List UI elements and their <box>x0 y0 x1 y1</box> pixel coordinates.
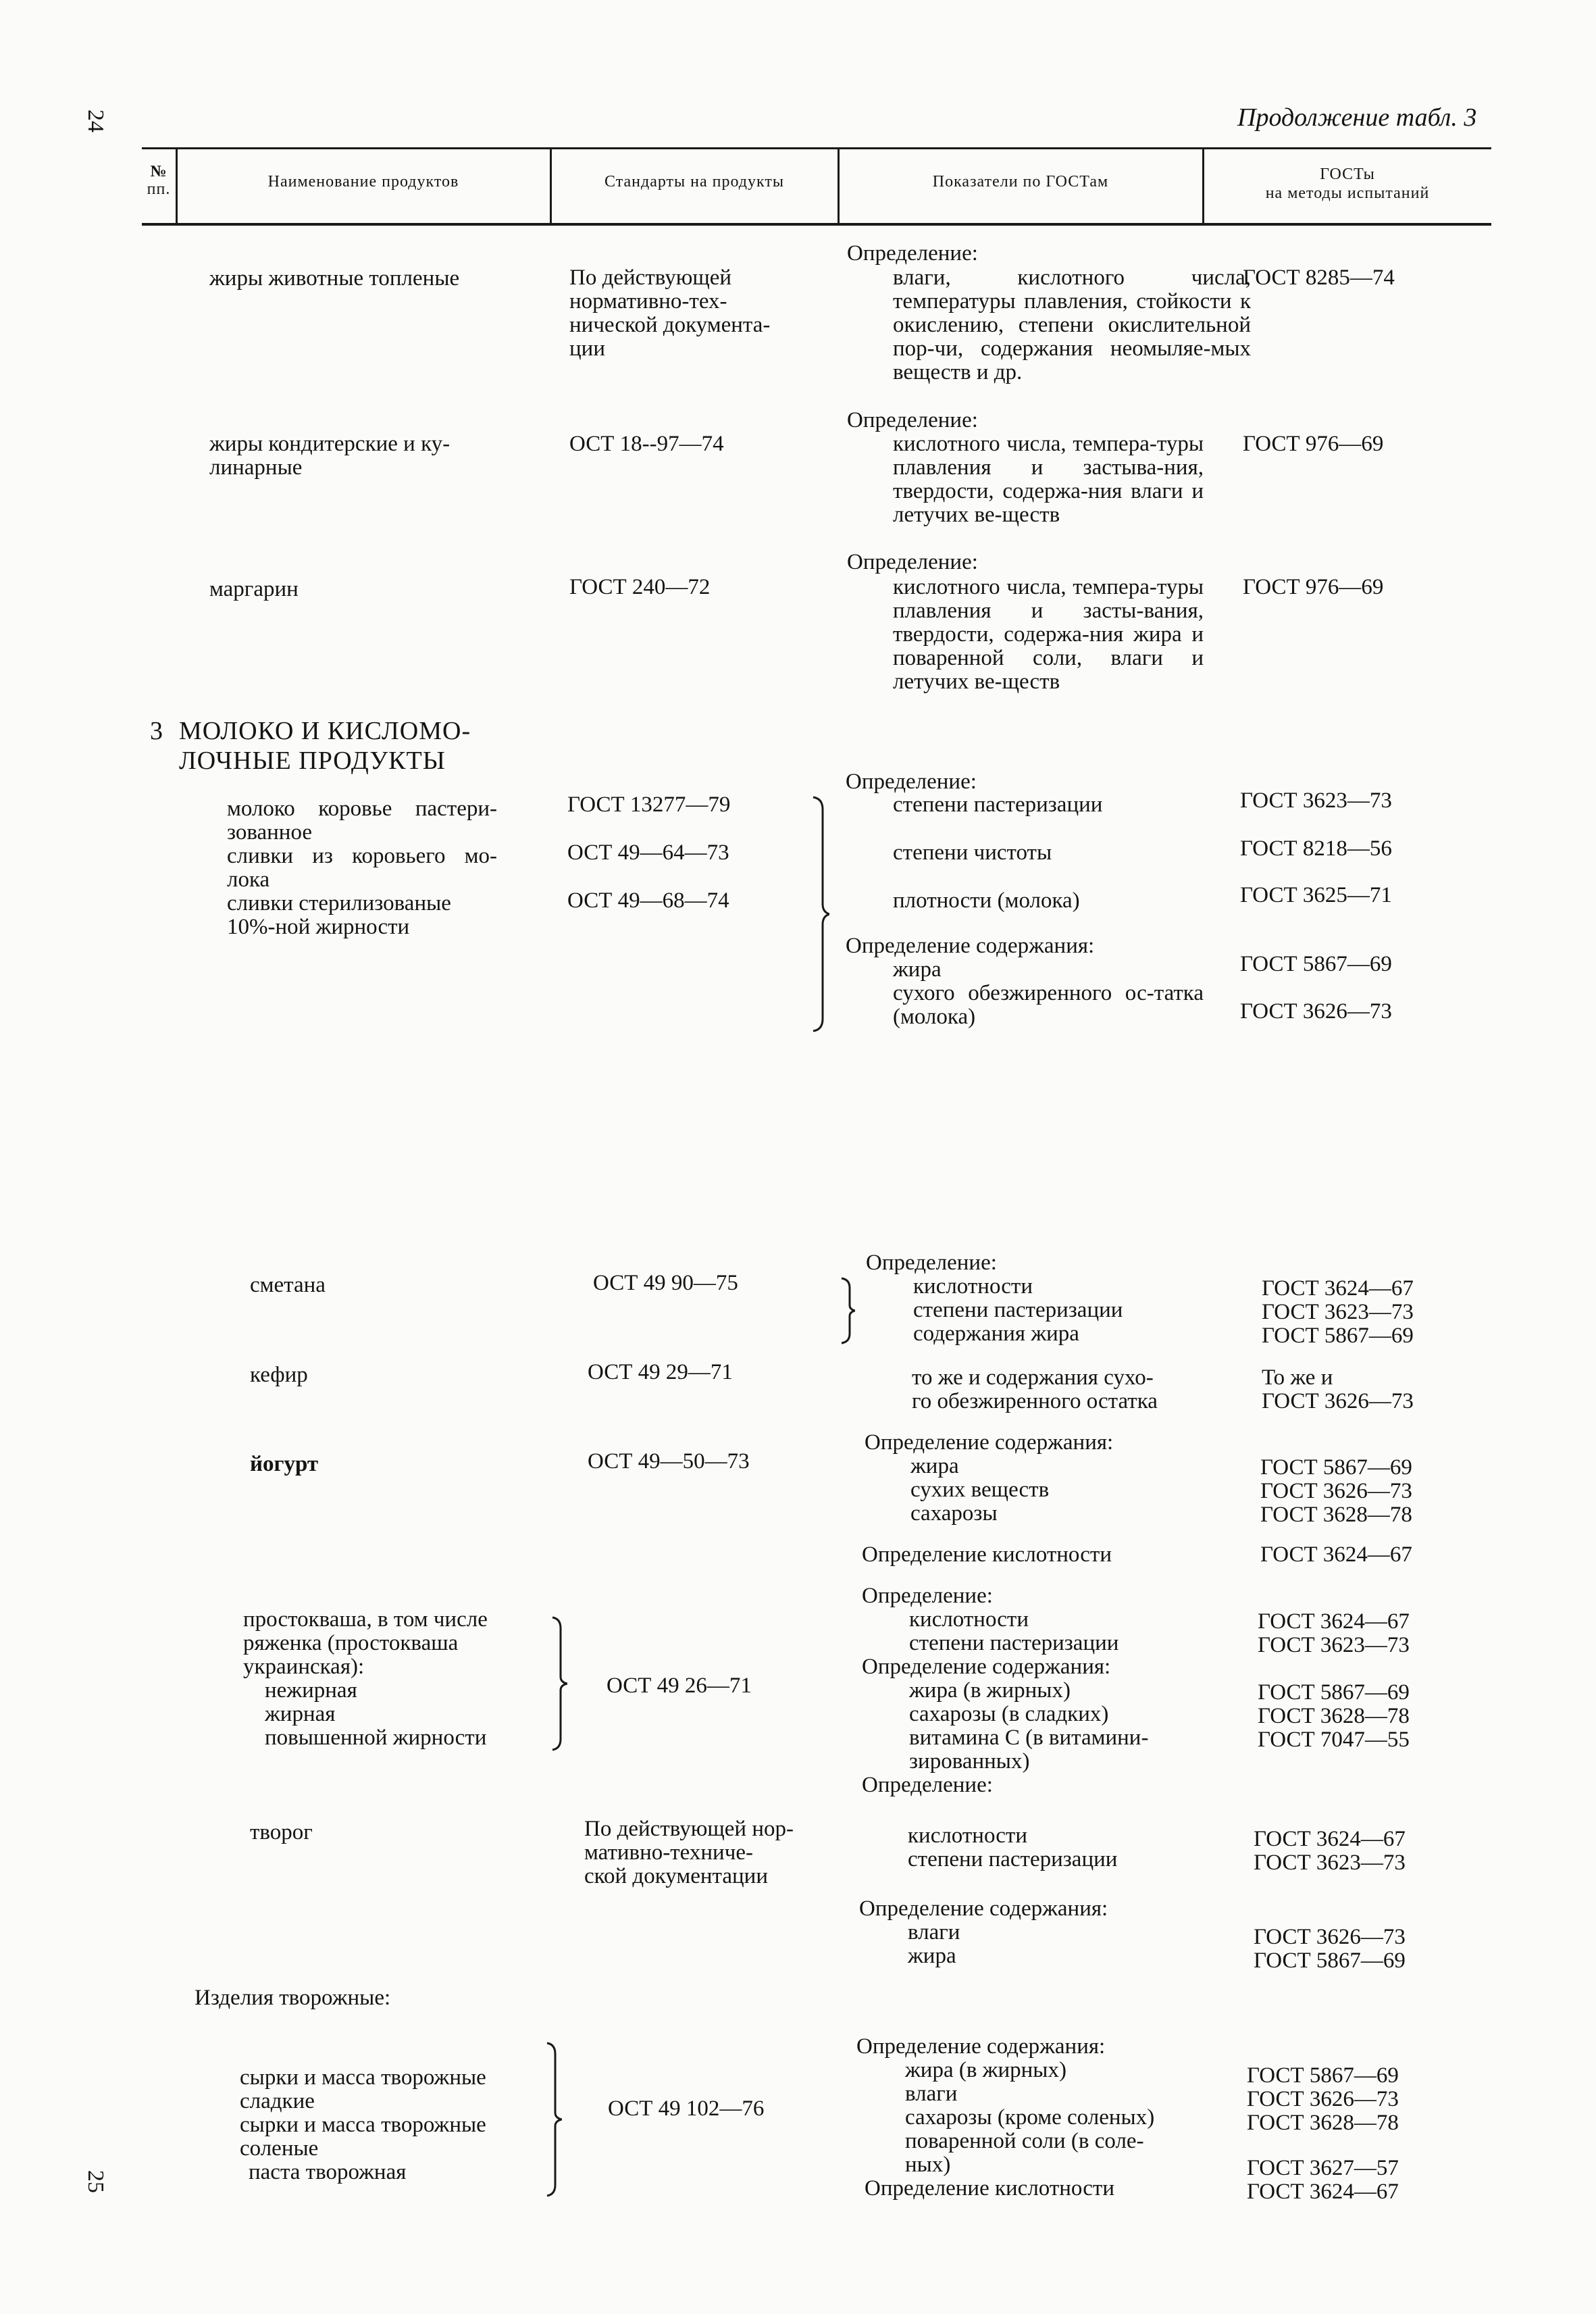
smetana-gost-2: ГОСТ 3623—73 <box>1262 1300 1414 1324</box>
tvorog-gost-4: ГОСТ 5867—69 <box>1254 1948 1406 1973</box>
yogurt-gost-2: ГОСТ 3626—73 <box>1260 1479 1412 1503</box>
fat-row1-gost: ГОСТ 8285—74 <box>1243 266 1395 290</box>
milk-ind-2: степени чистоты <box>893 840 1052 865</box>
tvorog-ind-1: кислотности <box>908 1823 1028 1848</box>
milk-gost-3: ГОСТ 3625—71 <box>1240 883 1392 907</box>
prost-gost-1: ГОСТ 3624—67 <box>1258 1609 1410 1634</box>
section-title-l1: МОЛОКО И КИСЛОМО- <box>179 717 471 745</box>
izd-ind-head: Определение содержания: <box>856 2034 1106 2059</box>
prost-ind-2: степени пастеризации <box>909 1631 1119 1655</box>
tvorog-ind-2: степени пастеризации <box>908 1847 1118 1871</box>
izd-ind-2: влаги <box>905 2082 958 2106</box>
milk-ind-1: степени пастеризации <box>893 793 1103 817</box>
milk-product-2: сливки из коровьего мо-лока <box>227 844 497 892</box>
izd-gost-5: ГОСТ 3624—67 <box>1247 2180 1399 2204</box>
yogurt-ind-head: Определение содержания: <box>865 1430 1114 1455</box>
prost-name-4: нежирная <box>265 1678 357 1703</box>
prost-ind-head2: Определение содержания: <box>862 1655 1111 1679</box>
milk-ind-3: плотности (молока) <box>893 888 1080 913</box>
yogurt-std: ОСТ 49—50—73 <box>588 1449 750 1474</box>
smetana-gost-1: ГОСТ 3624—67 <box>1262 1276 1414 1301</box>
izd-brace <box>544 2042 562 2197</box>
milk-ind-fat: жира <box>893 957 942 982</box>
prost-brace <box>550 1616 567 1751</box>
izd-name-5: паста творожная <box>249 2160 407 2184</box>
prost-ind-3: жира (в жирных) <box>909 1678 1071 1703</box>
smetana-brace <box>839 1277 855 1344</box>
milk-gost-1: ГОСТ 3623—73 <box>1240 788 1392 813</box>
page-number-top: 24 <box>83 109 108 132</box>
prost-gost-2: ГОСТ 3623—73 <box>1258 1633 1410 1657</box>
izd-ind-4: поваренной соли (в соле- <box>905 2129 1144 2153</box>
header-indicators: Показатели по ГОСТам <box>932 173 1109 191</box>
fat-row3-gost: ГОСТ 976—69 <box>1243 575 1384 599</box>
kefir-ind-l2: го обезжиренного остатка <box>912 1389 1158 1413</box>
prost-name-3: украинская): <box>243 1655 365 1679</box>
yogurt-gost-1: ГОСТ 5867—69 <box>1260 1455 1412 1480</box>
milk-gost-2: ГОСТ 8218—56 <box>1240 836 1392 861</box>
fat-row3-ind-head: Определение: <box>847 550 978 574</box>
milk-product-1: молоко коровье пастери-зованное <box>227 797 497 845</box>
milk-brace <box>809 796 829 1032</box>
yogurt-name: йогурт <box>250 1452 319 1476</box>
header-product: Наименование продуктов <box>267 173 459 191</box>
smetana-ind-2: степени пастеризации <box>913 1298 1123 1322</box>
tvorog-std-3: ской документации <box>584 1864 768 1888</box>
section-title-l2: ЛОЧНЫЕ ПРОДУКТЫ <box>179 747 446 775</box>
tvorog-ind-4: жира <box>908 1944 956 1968</box>
izd-gost-2: ГОСТ 3626—73 <box>1247 2087 1399 2111</box>
yogurt-gost-3: ГОСТ 3628—78 <box>1260 1503 1412 1527</box>
kefir-gost-l1: То же и <box>1262 1365 1333 1390</box>
izd-gost-3: ГОСТ 3628—78 <box>1247 2111 1399 2135</box>
prost-name-5: жирная <box>265 1702 336 1726</box>
yogurt-acid: Определение кислотности <box>862 1542 1112 1567</box>
prost-ind-4: сахарозы (в сладких) <box>909 1702 1109 1726</box>
tvorog-std-1: По действующей нор- <box>584 1817 794 1841</box>
milk-std-1: ГОСТ 13277—79 <box>567 793 731 817</box>
prost-ind-5: витамина С (в витамини- <box>909 1726 1149 1750</box>
milk-std-2: ОСТ 49—64—73 <box>567 840 729 865</box>
smetana-name: сметана <box>250 1273 326 1297</box>
smetana-gost-3: ГОСТ 5867—69 <box>1262 1324 1414 1348</box>
milk-product-3: сливки стерилизованые 10%-ной жирности <box>227 891 451 939</box>
milk-gost-4: ГОСТ 5867—69 <box>1240 952 1392 976</box>
header-num-l1: № <box>150 163 168 180</box>
page-number-bottom: 25 <box>83 2170 108 2193</box>
tvorog-ind-head2: Определение содержания: <box>859 1896 1108 1921</box>
prost-name-6: повышенной жирности <box>265 1726 487 1750</box>
section-number: 3 <box>150 717 163 745</box>
fat-row3-ind: кислотного числа, темпера-туры плавления и засты-вания, твердости, содержа-ния жира и поваренной соли, влаги и летучих ве-ществ <box>893 575 1204 694</box>
milk-ind-head1: Определение: <box>846 770 977 794</box>
tvorog-ind-3: влаги <box>908 1920 960 1944</box>
fat-row2-ind: кислотного числа, темпера-туры плавления и застыва-ния, твердости, содержа-ния влаги и летучих ве-ществ <box>893 432 1204 527</box>
izd-gost-4: ГОСТ 3627—57 <box>1247 2156 1399 2180</box>
izd-name-3: сырки и масса творожные <box>240 2113 486 2137</box>
kefir-ind-l1: то же и содержания сухо- <box>912 1365 1154 1390</box>
tvorog-gost-2: ГОСТ 3623—73 <box>1254 1851 1406 1875</box>
izd-name-4: соленые <box>240 2136 319 2161</box>
yogurt-ind-3: сахарозы <box>910 1501 998 1526</box>
izd-std: ОСТ 49 102—76 <box>608 2096 765 2121</box>
yogurt-acid-gost: ГОСТ 3624—67 <box>1260 1542 1412 1567</box>
izd-ind-3: сахарозы (кроме соленых) <box>905 2105 1155 2130</box>
tvorog-ind-head: Определение: <box>862 1773 993 1797</box>
tvorog-gost-1: ГОСТ 3624—67 <box>1254 1827 1406 1851</box>
tvorog-name: творог <box>250 1820 313 1844</box>
fat-row2-ind-head: Определение: <box>847 408 978 432</box>
milk-std-3: ОСТ 49—68—74 <box>567 888 729 913</box>
milk-ind-dry: сухого обезжиренного ос-татка (молока) <box>893 981 1204 1029</box>
milk-ind-head2: Определение содержания: <box>846 934 1095 958</box>
prost-gost-5: ГОСТ 7047—55 <box>1258 1728 1410 1752</box>
prost-gost-3: ГОСТ 5867—69 <box>1258 1680 1410 1705</box>
yogurt-ind-2: сухих веществ <box>910 1478 1050 1502</box>
milk-gost-5: ГОСТ 3626—73 <box>1240 999 1392 1024</box>
prost-std: ОСТ 49 26—71 <box>607 1674 752 1698</box>
kefir-std: ОСТ 49 29—71 <box>588 1360 733 1384</box>
prost-name-1: простокваша, в том числе <box>243 1607 488 1632</box>
prost-ind-1: кислотности <box>909 1607 1029 1632</box>
header-num-l2: пп. <box>147 180 171 198</box>
fat-row2-std: ОСТ 18--97—74 <box>569 432 724 456</box>
prost-name-2: ряженка (простокваша <box>243 1631 459 1655</box>
fat-row2-name: жиры кондитерские и ку-линарные <box>209 432 451 480</box>
prost-ind-6: зированных) <box>909 1749 1030 1774</box>
izd-name-2: сладкие <box>240 2089 315 2113</box>
smetana-ind-3: содержания жира <box>913 1322 1079 1346</box>
kefir-gost-l2: ГОСТ 3626—73 <box>1262 1389 1414 1413</box>
izd-name-1: сырки и масса творожные <box>240 2065 486 2090</box>
fat-row1-std: По действующей нормативно-тех-нической документа-ции <box>569 266 771 361</box>
tvorog-std-2: мативно-техниче- <box>584 1840 753 1865</box>
fat-row2-gost: ГОСТ 976—69 <box>1243 432 1384 456</box>
header-standards: Стандарты на продукты <box>604 173 784 191</box>
fat-row3-std: ГОСТ 240—72 <box>569 575 711 599</box>
prost-gost-4: ГОСТ 3628—78 <box>1258 1704 1410 1728</box>
izd-ind-1: жира (в жирных) <box>905 2058 1066 2082</box>
izdeliya-group: Изделия творожные: <box>195 1986 391 2010</box>
izd-ind-acid: Определение кислотности <box>865 2176 1114 2200</box>
tvorog-gost-3: ГОСТ 3626—73 <box>1254 1925 1406 1949</box>
smetana-ind-1: кислотности <box>913 1274 1033 1299</box>
header-methods-l1: ГОСТы <box>1320 166 1375 183</box>
prost-ind-head: Определение: <box>862 1584 993 1608</box>
smetana-std: ОСТ 49 90—75 <box>593 1271 738 1295</box>
fat-row1-name: жиры животные топленые <box>209 266 460 291</box>
header-methods-l2: на методы испытаний <box>1265 184 1430 202</box>
fat-row1-ind: влаги, кислотного числа, температуры плавления, стойкости к окислению, степени окислительной пор-чи, содержания неомыляе-мых веществ и др. <box>893 266 1251 384</box>
yogurt-ind-1: жира <box>910 1454 959 1478</box>
smetana-ind-head: Определение: <box>866 1251 997 1275</box>
izd-gost-1: ГОСТ 5867—69 <box>1247 2063 1399 2088</box>
izd-ind-5: ных) <box>905 2153 951 2177</box>
fat-row1-ind-head: Определение: <box>847 241 978 266</box>
kefir-name: кефир <box>250 1363 308 1387</box>
fat-row3-name: маргарин <box>209 577 299 601</box>
continuation-title: Продолжение табл. 3 <box>1237 103 1477 132</box>
